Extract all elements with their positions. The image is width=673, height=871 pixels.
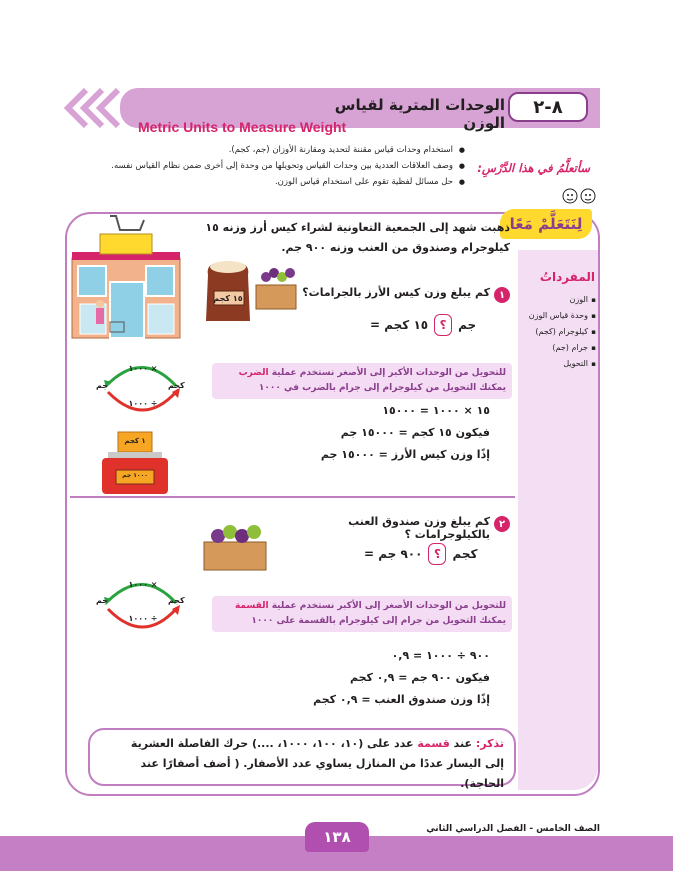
lesson-title-english: Metric Units to Measure Weight xyxy=(138,119,347,135)
multiply-label: × ١٠٠٠ xyxy=(128,364,158,373)
rice-bag-and-grapes-image xyxy=(200,255,300,325)
solution-line: فيكون ٩٠٠ جم = ٠,٩ كجم xyxy=(349,671,490,684)
solution-line: إذًا وزن صندوق العنب = ٠,٩ كجم xyxy=(313,693,490,706)
answer-box[interactable]: ؟ xyxy=(434,314,452,336)
learn-together-badge: لِنَتَعَلَّمْ مَعًا xyxy=(500,209,592,239)
grape-box-image xyxy=(200,522,270,572)
g-label: جم xyxy=(96,381,109,390)
solution-line: إذًا وزن كيس الأرز = ١٥٠٠٠ جم xyxy=(320,448,490,461)
solution-line: ٩٠٠ ÷ ١٠٠٠ = ٠,٩ xyxy=(391,649,490,662)
remember-highlight: قسمة xyxy=(417,737,450,750)
remember-text: عند xyxy=(453,737,473,750)
kids-icon xyxy=(560,186,600,210)
objectives-list xyxy=(60,142,465,190)
hint-text: يمكنك التحويل من جرام إلى كيلوجرام بالقسمة على ١٠٠٠ xyxy=(251,616,506,626)
solution-line: فيكون ١٥ كجم = ١٥٠٠٠ جم xyxy=(340,426,490,439)
solution-line: ١٥ × ١٠٠٠ = ١٥٠٠٠ xyxy=(382,404,490,417)
lesson-title-arabic: الوحدات المترية لقياس الوزن xyxy=(334,96,505,132)
equation-left: ٩٠٠ جم = xyxy=(364,547,423,561)
divide-label: ÷ ١٠٠٠ xyxy=(128,614,158,623)
vocabulary-item: ▪ وحدة قياس الوزن xyxy=(510,308,596,324)
question-2-solution xyxy=(300,645,490,711)
equation-right: جم xyxy=(458,318,477,332)
remember-text: إلى اليسار عددًا من المنازل يساوي عدد الأصفار. ( أضف أصفارًا عند الحاجة). xyxy=(140,757,504,790)
hint-text: يمكنك التحويل من كيلوجرام إلى جرام بالضرب في ١٠٠٠ xyxy=(258,383,506,393)
question-2-equation xyxy=(364,543,494,565)
question-2-number: ٢ xyxy=(494,516,510,532)
hint-operation: الضرب xyxy=(238,368,269,378)
section-divider xyxy=(70,496,515,498)
objective-item: ● حل مسائل لفظية تقوم على استخدام قياس الوزن. xyxy=(60,174,465,190)
remember-box xyxy=(88,728,516,790)
question-1-equation xyxy=(370,314,496,336)
question-1-text: كم يبلغ وزن كيس الأرز بالجرامات؟ xyxy=(302,286,490,299)
question-1-hint xyxy=(212,363,512,399)
vocabulary-item: ▪ التحويل xyxy=(510,356,596,372)
equation-left: ١٥ كجم = xyxy=(370,318,429,332)
rice-bag-label: ١٥ كجم xyxy=(213,294,243,303)
intro-text: ذهبت شهد إلى الجمعية التعاونية لشراء كيس أرز وزنه ١٥ كيلوجرام وصندوق من العنب وزنه ٩٠٠ جم. xyxy=(205,221,510,254)
hint-text: للتحويل من الوحدات الأصغر إلى الأكبر نستخدم عملية xyxy=(271,601,506,611)
objectives-label: سأتعلَّمُ في هذا الدَّرْسِ: xyxy=(477,161,590,175)
divide-label: ÷ ١٠٠٠ xyxy=(128,399,158,408)
question-2-hint xyxy=(212,596,512,632)
kg-label: كجم xyxy=(168,381,185,390)
store-illustration xyxy=(70,212,185,342)
page-number: ١٣٨ xyxy=(305,822,369,852)
scale-display: ١٠٠٠ جم xyxy=(122,472,148,479)
vocabulary-list xyxy=(510,292,596,372)
equation-right: كجم xyxy=(452,547,478,561)
vocabulary-title: المفرداتُ xyxy=(539,270,595,284)
chevron-decoration-icon xyxy=(60,88,120,128)
question-1-solution xyxy=(280,400,490,466)
footer-grade-text: الصف الخامس - الفصل الدراسي الثاني xyxy=(426,824,600,834)
answer-box[interactable]: ؟ xyxy=(428,543,446,565)
scale-box-label: ١ كجم xyxy=(124,437,146,445)
question-1-number: ١ xyxy=(494,287,510,303)
kg-label: كجم xyxy=(168,596,185,605)
vocabulary-item: ▪ جرام (جم) xyxy=(510,340,596,356)
multiply-label: × ١٠٠٠ xyxy=(128,580,158,589)
remember-text: عدد على (١٠، ١٠٠، ١٠٠٠، ....) حرك الفاصلة العشرية xyxy=(130,737,414,750)
vocabulary-item: ▪ الوزن xyxy=(510,292,596,308)
vocabulary-item: ▪ كيلوجرام (كجم) xyxy=(510,324,596,340)
lesson-number: ٨-٢ xyxy=(508,92,588,122)
hint-operation: القسمة xyxy=(234,601,269,611)
hint-text: للتحويل من الوحدات الأكبر إلى الأصغر نستخدم عملية xyxy=(271,368,506,378)
objective-item: ● استخدام وحدات قياس مقننة لتحديد ومقارنة الأوزان (جم، كجم). xyxy=(60,142,465,158)
remember-label: تذكر: xyxy=(475,737,504,750)
g-label: جم xyxy=(96,596,109,605)
objective-item: ● وصف العلاقات العددية بين وحدات القياس وتحويلها من وحدة إلى أخرى ضمن نظام القياس نفسه. xyxy=(60,158,465,174)
question-2-text: كم يبلغ وزن صندوق العنب بالكيلوجرامات ؟ xyxy=(348,515,490,541)
